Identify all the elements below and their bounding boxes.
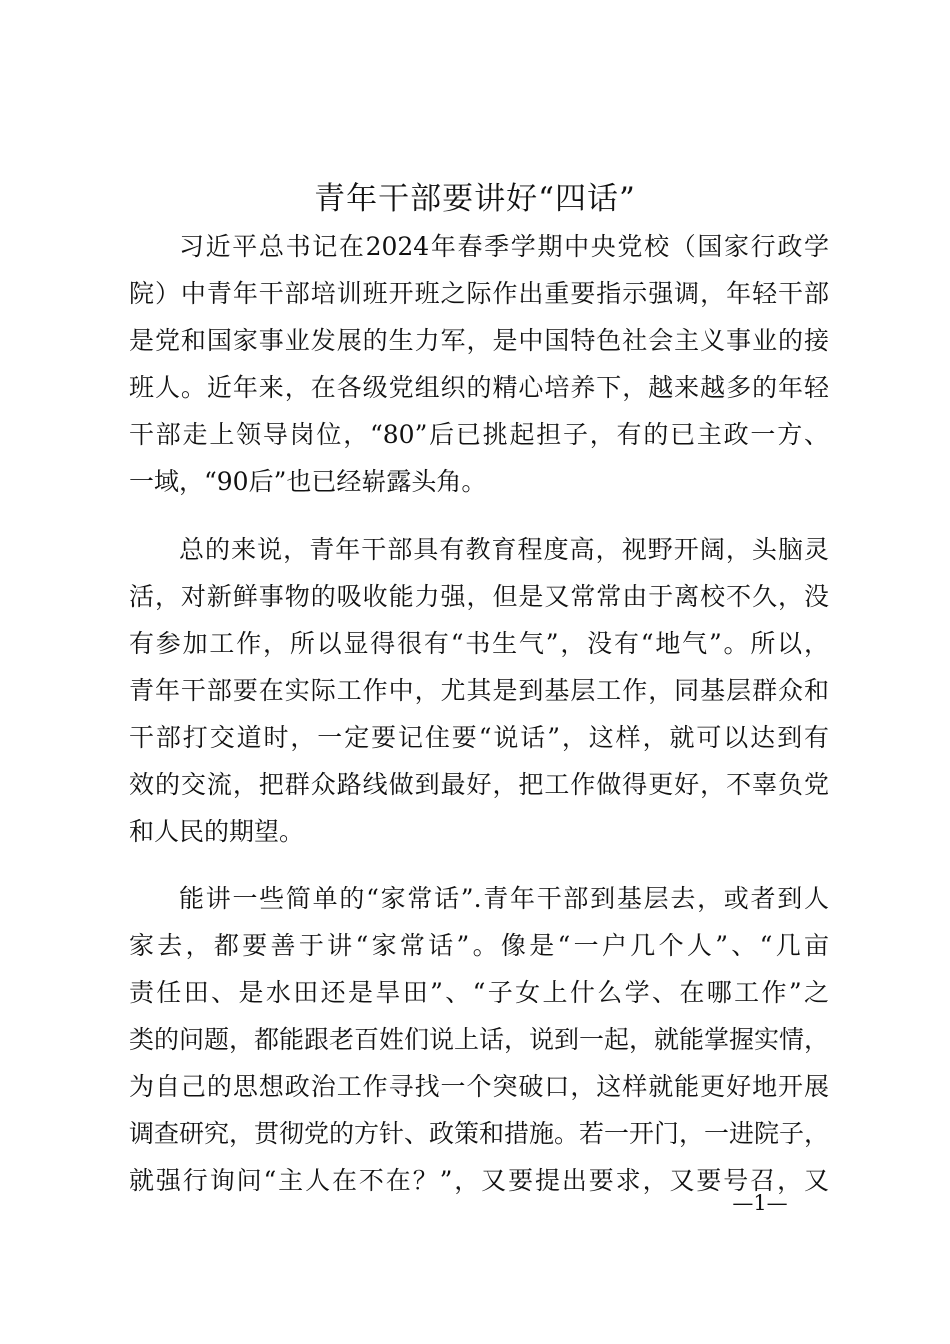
text-line: 院）中青年干部培训班开班之际作出重要指示强调，年轻干部 (129, 279, 829, 308)
text-line: 习近平总书记在2024年春季学期中央党校（国家行政学 (179, 232, 829, 261)
text-line: 活，对新鲜事物的吸收能力强，但是又常常由于离校不久，没 (129, 582, 829, 611)
text-line: 家去，都要善于讲“家常话”。像是“一户几个人”、“几亩 (129, 931, 829, 960)
page-number: —1— (732, 1191, 788, 1215)
text-line: 能讲一些简单的“家常话”.青年干部到基层去，或者到人 (179, 884, 829, 913)
page-title: 青年干部要讲好“四话” (314, 181, 636, 217)
text-line: 类的问题，都能跟老百姓们说上话，说到一起，就能掌握实情， (129, 1025, 830, 1054)
text-line: 青年干部要在实际工作中，尤其是到基层工作，同基层群众和 (129, 676, 829, 705)
text-line: 干部打交道时，一定要记住要“说话”，这样，就可以达到有 (129, 723, 829, 752)
text-line: 有参加工作，所以显得很有“书生气”，没有“地气”。所以， (129, 629, 829, 658)
text-line: 班人。近年来，在各级党组织的精心培养下，越来越多的年轻 (129, 373, 829, 402)
text-line: 是党和国家事业发展的生力军，是中国特色社会主义事业的接 (129, 326, 829, 355)
text-line: 调查研究，贯彻党的方针、政策和措施。若一开门，一进院子， (129, 1119, 830, 1148)
text-line: 责任田、是水田还是旱田”、“子女上什么学、在哪工作”之 (129, 978, 829, 1007)
text-line: 干部走上领导岗位，“80”后已挑起担子，有的已主政一方、 (129, 420, 829, 449)
text-line: 为自己的思想政治工作寻找一个突破口，这样就能更好地开展 (129, 1072, 829, 1101)
text-line: 就强行询问“主人在不在？”，又要提出要求，又要号召，又 (129, 1166, 829, 1195)
text-line: 一域，“90后”也已经崭露头角。 (129, 467, 487, 496)
text-line: 总的来说，青年干部具有教育程度高，视野开阔，头脑灵 (179, 535, 829, 564)
text-line: 和人民的期望。 (129, 817, 305, 846)
text-line: 效的交流，把群众路线做到最好，把工作做得更好，不辜负党 (129, 770, 829, 799)
